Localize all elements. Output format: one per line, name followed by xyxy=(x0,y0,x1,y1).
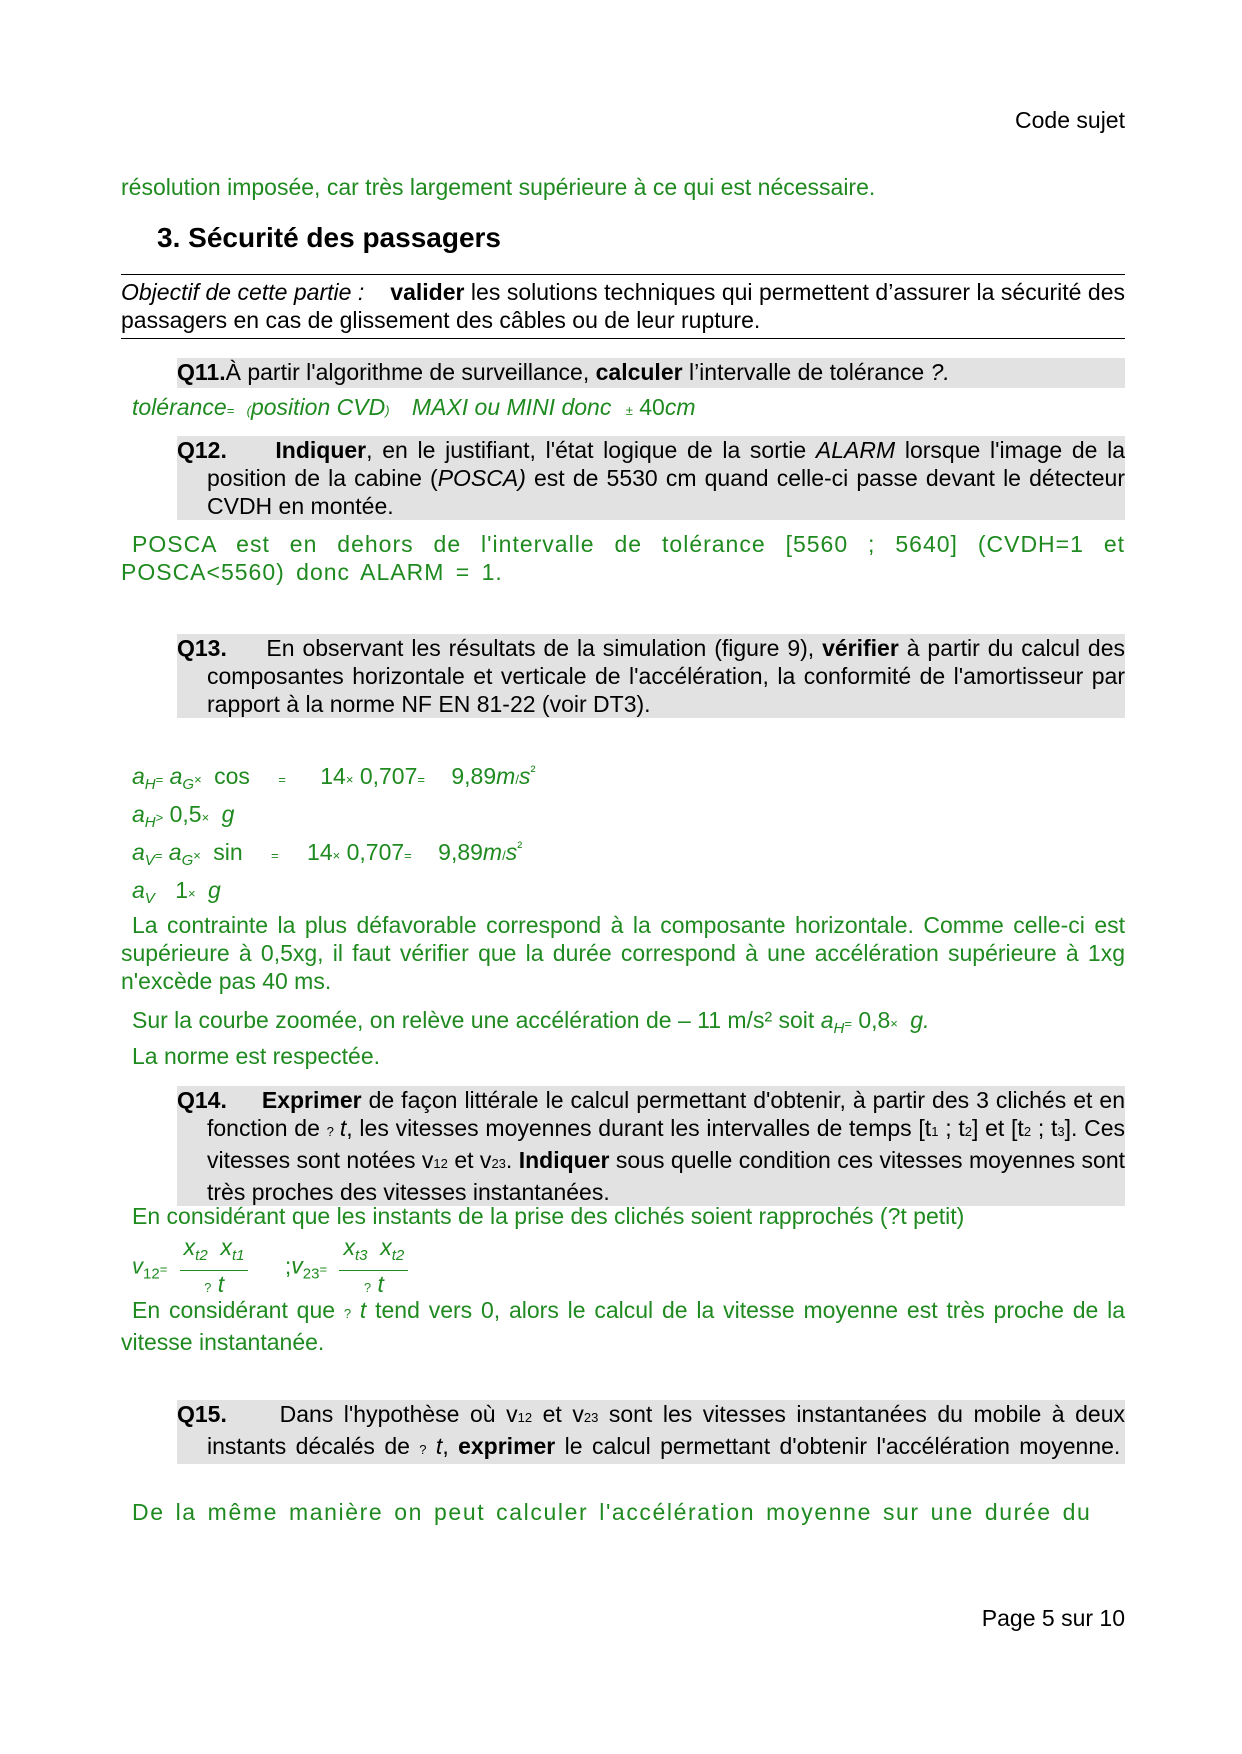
q11-pre: À partir l'algorithme de surveillance, xyxy=(225,359,596,385)
v12-eq: = xyxy=(159,1261,168,1277)
q13-eq2 xyxy=(132,801,234,831)
q12-box xyxy=(177,436,1125,520)
tolerance-lhs: tolérance xyxy=(132,394,227,420)
q14-formula xyxy=(132,1234,408,1301)
q14-s4: 3 xyxy=(1057,1124,1065,1139)
q15-box xyxy=(177,1400,1125,1464)
objective-block xyxy=(121,278,1125,334)
eq3-n1: 14 xyxy=(307,839,333,865)
q13-answer3: La norme est respectée. xyxy=(132,1043,381,1069)
q15-verb: exprimer xyxy=(458,1433,556,1459)
pm-sign: ± xyxy=(625,403,633,418)
v23-symbol: v xyxy=(291,1252,303,1279)
q13-answer2 xyxy=(132,1007,929,1037)
eq1-ag: a xyxy=(169,763,183,789)
tolerance-unit: cm xyxy=(664,394,696,420)
paren-open: ( xyxy=(246,403,251,418)
eq3-eq2: = xyxy=(271,848,279,863)
q13-box xyxy=(177,634,1125,718)
q13-eq1 xyxy=(132,763,535,793)
eq3-sub: V xyxy=(144,852,155,869)
q14-text6: ]. Ces vitesses sont notées v xyxy=(207,1115,1126,1173)
q14-text5: ; t xyxy=(1031,1115,1058,1141)
q14-box xyxy=(177,1086,1125,1206)
objective-text: les solutions techniques qui permettent d’assurer la sécurité des passagers en cas de glissement des câbles ou de leur rupture. xyxy=(121,279,1126,333)
q14-answer1: En considérant que les instants de la prise des clichés soient rapprochés (?t petit) xyxy=(132,1203,965,1229)
q14-text9: sous quelle condition ces vitesses moyennes sont très proches des vitesses instantanées. xyxy=(207,1147,1125,1205)
q14-answer2-delta-icon: ? xyxy=(343,1306,352,1321)
eq-sign: = xyxy=(226,403,235,418)
eq4-times: × xyxy=(188,886,196,901)
q14-text4: ] et [t xyxy=(971,1115,1024,1141)
maxi-mini: MAXI ou MINI donc xyxy=(411,394,612,420)
q14-s5: 12 xyxy=(433,1156,448,1171)
den1a-delta-icon: ? xyxy=(204,1280,212,1295)
objective-verb: valider xyxy=(390,279,465,305)
intro-line: résolution imposée, car très largement supérieure à ce qui est nécessaire. xyxy=(121,174,876,200)
eq2-gt: > xyxy=(155,810,164,825)
eq3-u2: s xyxy=(505,839,518,865)
q14-answer2-post: tend vers 0, alors le calcul de la vitesse moyenne est très proche de la vitesse instantanée. xyxy=(121,1297,1125,1355)
q13-answer2-sub: H xyxy=(833,1020,845,1037)
q13-answer2-g: g. xyxy=(910,1007,930,1033)
eq1-eq3: = xyxy=(417,772,425,787)
eq1-fn: cos xyxy=(214,763,250,789)
v23-fraction xyxy=(339,1234,408,1301)
eq1-u2: s xyxy=(518,763,531,789)
eq3-eq3: = xyxy=(404,848,412,863)
q15-text5: le calcul permettant d'obtenir l'accélération moyenne. xyxy=(555,1433,1121,1459)
q13-answer1: La contrainte la plus défavorable correspond à la composante horizontale. Comme celle-ci est supérieure à 0,5xg, il faut vérifier que la durée correspond à une accélération supérieure à 1xg n'excède pas 40 ms. xyxy=(121,912,1125,994)
q13-eq3 xyxy=(132,839,522,869)
objective-label: Objectif de cette partie : xyxy=(121,279,365,305)
num1b: x xyxy=(220,1234,232,1260)
q15-label: Q15. xyxy=(177,1401,227,1427)
q12-verb: Indiquer xyxy=(275,437,367,463)
q14-answer2 xyxy=(121,1296,1125,1356)
den1b: t xyxy=(217,1271,225,1297)
q13-text2: à partir du calcul des composantes horizontale et verticale de l'accélération, la conformité de l'amortisseur par rapport à la norme NF EN 81-22 (voir DT3). xyxy=(207,635,1125,717)
den2b: t xyxy=(377,1271,384,1297)
objective-top-rule xyxy=(121,274,1125,275)
v23-numerator xyxy=(339,1234,408,1271)
position-cvd: position CVD xyxy=(250,394,386,420)
section-number: 3. xyxy=(157,222,181,253)
q14-answer2-pre: En considérant que xyxy=(132,1297,344,1323)
eq3-ag: a xyxy=(168,839,182,865)
eq3-times: × xyxy=(193,848,201,863)
q12-text3: est de 5530 cm quand celle-ci passe devant le détecteur CVDH en montée. xyxy=(207,465,1125,519)
q15-t: t xyxy=(435,1433,443,1459)
eq2-g: g xyxy=(221,801,235,827)
eq3-times2: × xyxy=(332,848,341,863)
v23-eq: = xyxy=(319,1261,328,1277)
eq2-n: 0,5 xyxy=(169,801,202,827)
eq4-a: a xyxy=(132,877,145,903)
objective-bottom-rule xyxy=(121,338,1125,339)
q14-s1: 1 xyxy=(931,1124,939,1139)
eq1-res: 9,89 xyxy=(451,763,497,789)
q13-answer2-times: × xyxy=(890,1016,898,1031)
eq1-times2: × xyxy=(345,772,354,787)
num2a: x xyxy=(343,1234,355,1260)
q14-s6: 23 xyxy=(491,1156,506,1171)
q15-text4: , xyxy=(442,1433,459,1459)
q13-answer2-pre: Sur la courbe zoomée, on relève une accélération de – 11 m/s² soit xyxy=(132,1007,821,1033)
v12-fraction xyxy=(180,1234,249,1301)
paren-close: ) xyxy=(385,403,390,418)
eq1-eq: = xyxy=(155,772,164,787)
eq3-eq: = xyxy=(154,848,163,863)
q11-label: Q11. xyxy=(177,359,226,385)
q15-s1: 12 xyxy=(517,1410,533,1425)
q11-box xyxy=(177,358,1125,388)
eq1-sub: H xyxy=(144,776,156,793)
q13-label: Q13. xyxy=(177,635,227,661)
eq1-slash: / xyxy=(515,772,519,787)
q13-verb: vérifier xyxy=(822,635,899,661)
eq3-a: a xyxy=(132,839,145,865)
eq1-eq2: = xyxy=(278,772,286,787)
q11-verb: calculer xyxy=(595,359,683,385)
eq1-a: a xyxy=(132,763,145,789)
eq3-n2: 0,707 xyxy=(346,839,405,865)
q12-text1: , en le justifiant, l'état logique de la sortie xyxy=(366,437,816,463)
num2bsub: t2 xyxy=(391,1247,405,1264)
eq4-g: g xyxy=(207,877,221,903)
q14-delta-icon: ? xyxy=(326,1124,334,1139)
v12-sub: 12 xyxy=(143,1265,160,1283)
q14-verb2: Indiquer xyxy=(518,1147,610,1173)
q15-s2: 23 xyxy=(583,1410,599,1425)
q13-text1: En observant les résultats de la simulation (figure 9), xyxy=(266,635,823,661)
q12-alarm: ALARM xyxy=(815,437,896,463)
eq4-n: 1 xyxy=(175,877,188,903)
num2asub: t3 xyxy=(354,1247,368,1264)
q14-s2: 2 xyxy=(964,1124,972,1139)
q12-label: Q12. xyxy=(177,437,227,463)
q15-text2: et v xyxy=(532,1401,584,1427)
eq2-times: × xyxy=(201,810,210,825)
q13-answer2-a: a xyxy=(820,1007,834,1033)
q15-answer: De la même manière on peut calculer l'accélération moyenne sur une durée du xyxy=(132,1499,1092,1525)
eq1-agsub: G xyxy=(182,776,195,793)
num1a: x xyxy=(183,1234,196,1260)
tolerance-value: 40 xyxy=(639,394,665,420)
header-code-sujet: Code sujet xyxy=(1015,107,1125,133)
eq1-times: × xyxy=(194,772,202,787)
num1bsub: t1 xyxy=(231,1247,245,1264)
q12-text2: lorsque l'image de la position de la cabine ( xyxy=(207,437,1126,491)
q14-text8: . xyxy=(505,1147,519,1173)
eq3-slash: / xyxy=(502,848,506,863)
q11-post: l’intervalle de tolérance xyxy=(682,359,931,385)
eq2-sub: H xyxy=(144,814,156,831)
q14-text3: ; t xyxy=(938,1115,965,1141)
num1asub: t2 xyxy=(195,1247,208,1264)
q14-text7: et v xyxy=(447,1147,492,1173)
q15-delta-icon: ? xyxy=(419,1442,427,1457)
eq1-u1: m xyxy=(496,763,516,789)
v12-symbol: v xyxy=(132,1253,143,1279)
q12-answer: POSCA est en dehors de l'intervalle de tolérance [5560 ; 5640] (CVDH=1 et POSCA<5560) donc ALARM = 1. xyxy=(121,531,1125,585)
v23-sub: 23 xyxy=(302,1265,320,1283)
q13-eq4 xyxy=(132,877,221,907)
q14-s3: 2 xyxy=(1023,1124,1032,1139)
eq3-pow: ² xyxy=(517,839,523,856)
section-title: Sécurité des passagers xyxy=(188,222,501,253)
eq1-pow: ² xyxy=(530,763,536,780)
formula-sep: ; xyxy=(284,1252,292,1279)
q11-symbol: ?. xyxy=(930,359,950,385)
num2b: x xyxy=(380,1234,392,1260)
q14-verb: Exprimer xyxy=(261,1087,362,1113)
eq1-n2: 0,707 xyxy=(359,763,418,789)
eq3-fn: sin xyxy=(213,839,243,865)
q14-label: Q14. xyxy=(177,1087,227,1113)
eq1-n1: 14 xyxy=(320,763,346,789)
eq3-res: 9,89 xyxy=(438,839,483,865)
section-heading xyxy=(157,222,501,254)
q13-answer2-eq: = xyxy=(844,1016,852,1031)
q11-answer xyxy=(132,394,696,421)
q15-text1: Dans l'hypothèse où v xyxy=(279,1401,518,1427)
den2a-delta-icon: ? xyxy=(363,1280,372,1295)
q12-posca: POSCA) xyxy=(437,465,526,491)
eq4-sub: V xyxy=(144,890,155,907)
q14-answer2-t: t xyxy=(359,1297,367,1323)
eq3-u1: m xyxy=(482,839,503,865)
q14-text1: de façon littérale le calcul permettant d'obtenir, à partir des 3 clichés et en fonction de xyxy=(207,1087,1125,1141)
eq3-agsub: G xyxy=(181,852,194,869)
q15-text3: sont les vitesses instantanées du mobile à deux instants décalés de xyxy=(207,1401,1126,1459)
eq2-a: a xyxy=(132,801,145,827)
q14-text2: , les vitesses moyennes durant les intervalles de temps [t xyxy=(346,1115,932,1141)
v12-numerator xyxy=(180,1234,249,1271)
q14-t: t xyxy=(339,1115,347,1141)
footer-page: Page 5 sur 10 xyxy=(981,1605,1125,1631)
q13-answer2-n: 0,8 xyxy=(858,1007,891,1033)
